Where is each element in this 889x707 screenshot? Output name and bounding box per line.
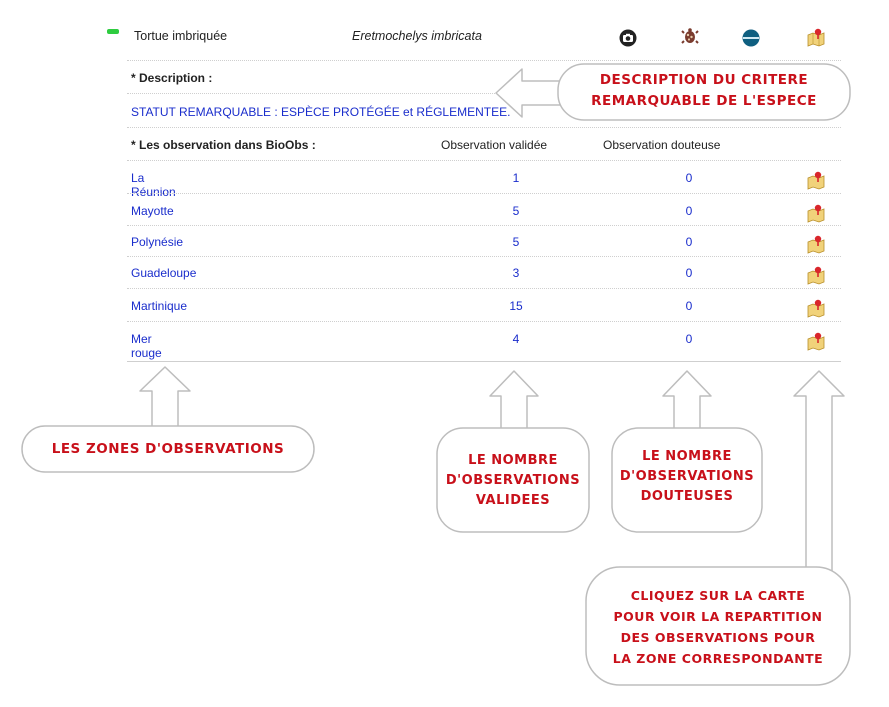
status-text: STATUT REMARQUABLE : ESPÈCE PROTÉGÉE et RÉGLEMENTEE. xyxy=(131,105,511,119)
column-header-doubtful: Observation douteuse xyxy=(603,138,721,152)
callout-doubtful xyxy=(612,447,762,507)
zone-link[interactable]: Mer rouge xyxy=(131,332,162,360)
callout-line: LE NOMBRE xyxy=(468,453,558,468)
species-scientific-name: Eretmochelys imbricata xyxy=(352,29,482,43)
callout-line: POUR VOIR LA REPARTITION xyxy=(613,609,823,624)
callout-line: DES OBSERVATIONS POUR xyxy=(620,630,816,645)
doubtful-count[interactable]: 0 xyxy=(685,299,693,313)
callout-map xyxy=(586,585,850,669)
zone-link[interactable]: Martinique xyxy=(131,299,188,313)
callout-line: CLIQUEZ SUR LA CARTE xyxy=(630,588,806,603)
doubtful-count[interactable]: 0 xyxy=(685,235,693,249)
observations-label: * Les observation dans BioObs : xyxy=(131,138,316,152)
arrow-left-shape xyxy=(496,69,560,117)
doubtful-count[interactable]: 0 xyxy=(685,332,693,346)
validated-count[interactable]: 15 xyxy=(509,299,523,313)
species-common-name: Tortue imbriquée xyxy=(134,29,228,43)
doubtful-count[interactable]: 0 xyxy=(685,204,693,218)
validated-count[interactable]: 5 xyxy=(512,235,520,249)
arrow-up-shape xyxy=(663,371,711,432)
callout-line: D'OBSERVATIONS xyxy=(445,473,581,488)
description-label: * Description : xyxy=(131,71,213,85)
zone-link[interactable]: Mayotte xyxy=(131,204,174,218)
doubtful-count[interactable]: 0 xyxy=(685,266,693,280)
arrow-up-shape xyxy=(490,371,538,432)
callout-line: LE NOMBRE xyxy=(642,449,732,464)
callout-line: DOUTEUSES xyxy=(640,489,734,504)
callout-line: REMARQUABLE DE L'ESPECE xyxy=(591,93,817,109)
callout-line: DESCRIPTION DU CRITERE xyxy=(599,72,809,88)
validated-count[interactable]: 3 xyxy=(512,266,520,280)
validated-count[interactable]: 5 xyxy=(512,204,520,218)
callout-line: VALIDEES xyxy=(475,493,551,508)
callout-validated xyxy=(437,451,589,511)
callout-line: LES ZONES D'OBSERVATIONS xyxy=(51,441,285,457)
validated-count[interactable]: 1 xyxy=(512,171,520,185)
zone-link[interactable]: Guadeloupe xyxy=(131,266,197,280)
zone-link[interactable]: La Réunion xyxy=(131,171,176,199)
callout-line: LA ZONE CORRESPONDANTE xyxy=(612,651,824,666)
column-header-validated: Observation validée xyxy=(441,138,548,152)
validated-count[interactable]: 4 xyxy=(512,332,520,346)
callout-line: D'OBSERVATIONS xyxy=(619,469,755,484)
doubtful-count[interactable]: 0 xyxy=(685,171,693,185)
zone-link[interactable]: Polynésie xyxy=(131,235,184,249)
callout-zones xyxy=(22,441,314,458)
arrow-up-shape xyxy=(140,367,190,432)
arrow-up-shape xyxy=(794,371,844,572)
callout-description xyxy=(574,70,834,112)
